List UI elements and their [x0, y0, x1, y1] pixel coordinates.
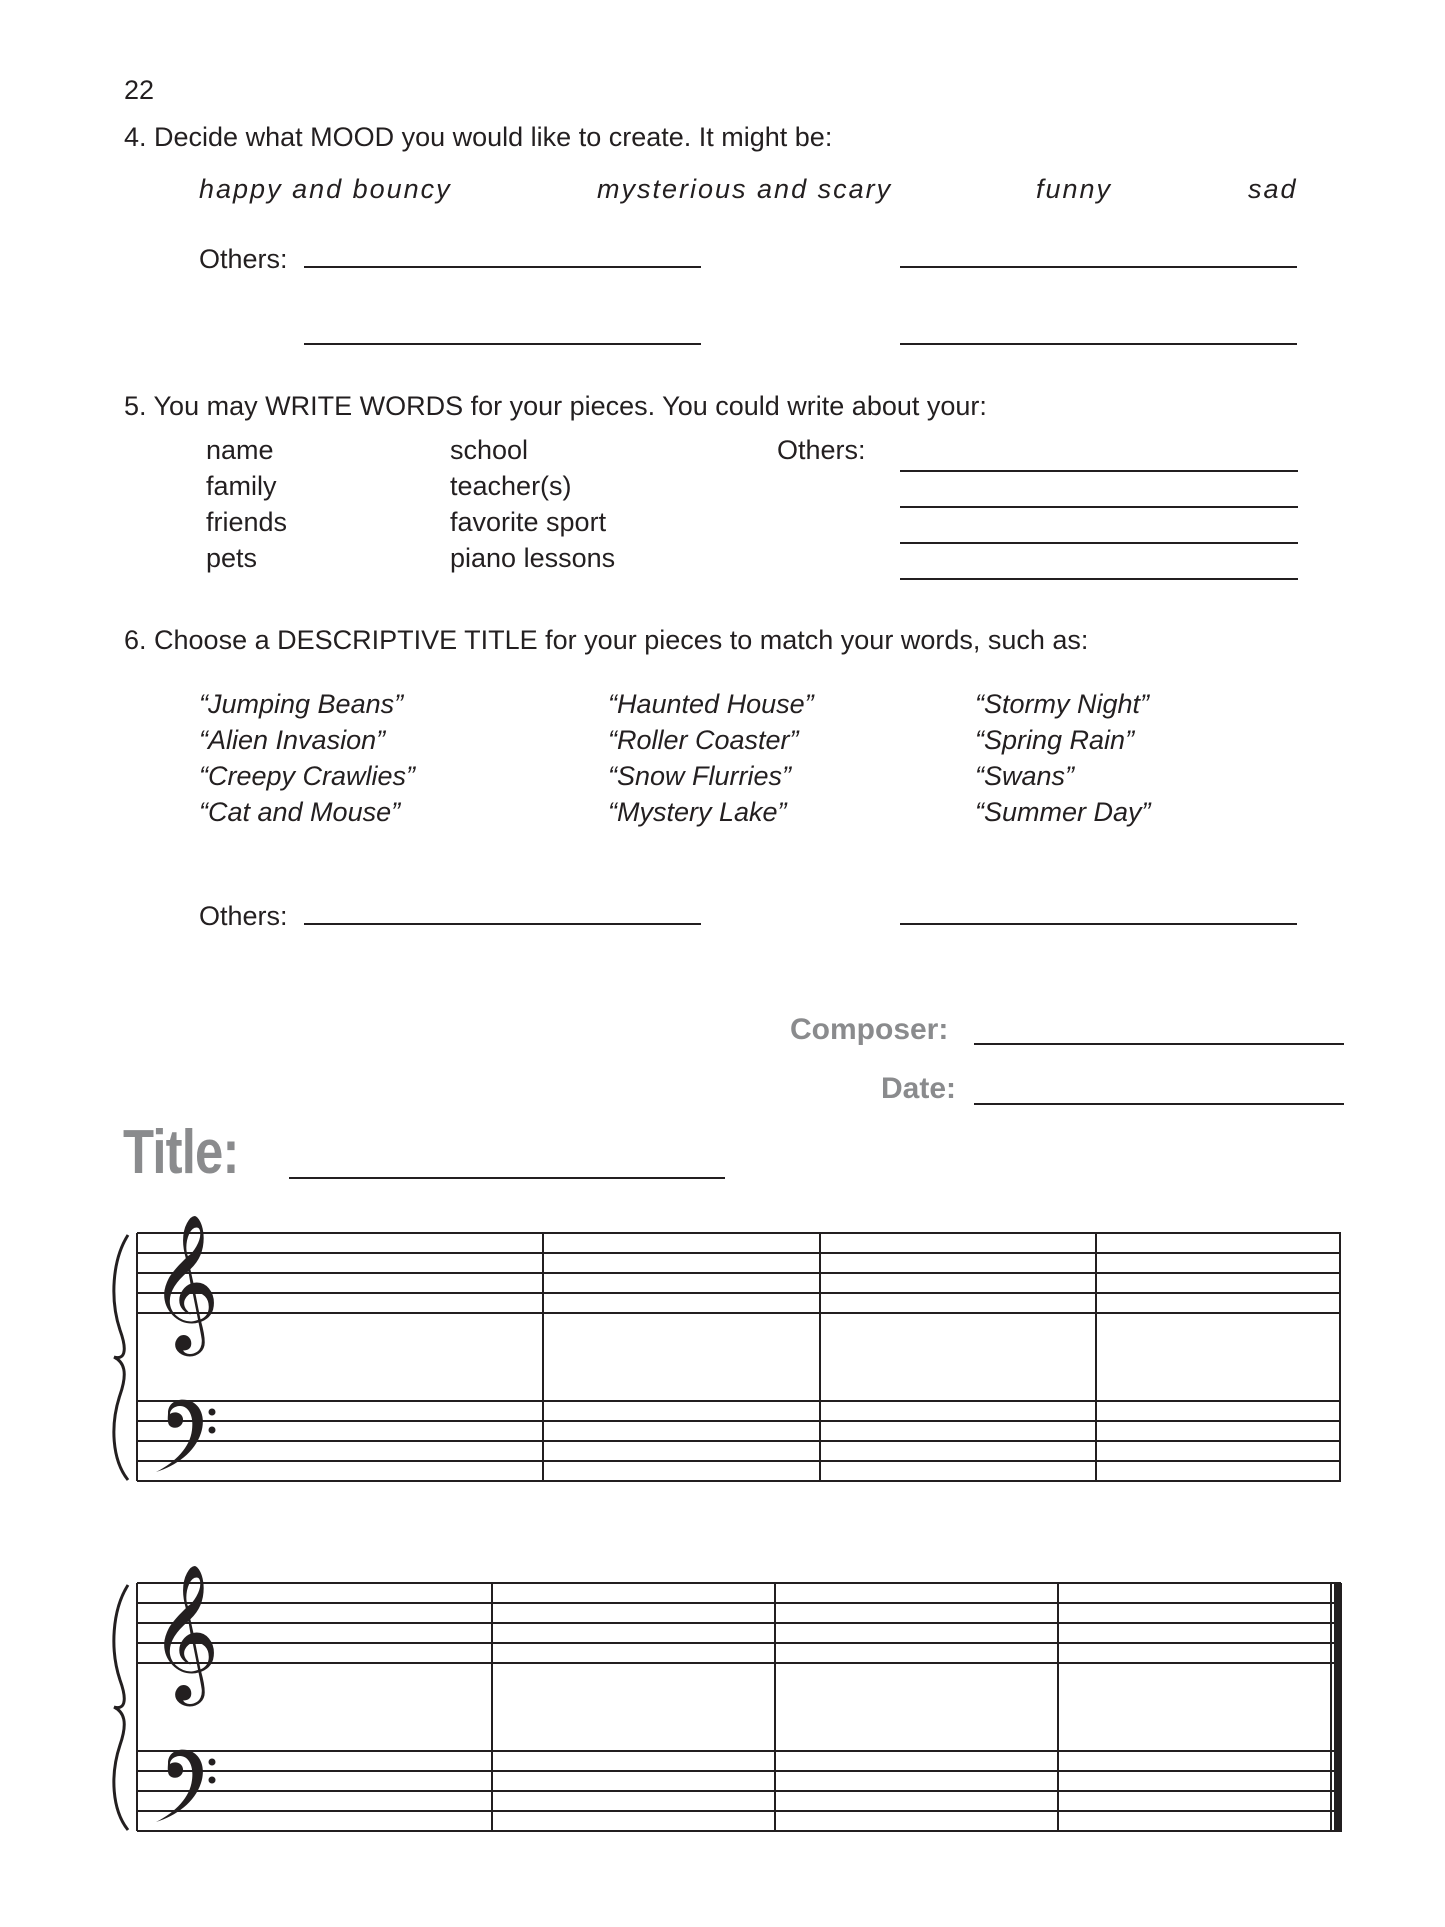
mood-option: funny: [1036, 174, 1113, 204]
mood-option: mysterious and scary: [597, 174, 893, 204]
treble-clef-icon: [150, 1212, 220, 1356]
mood-option: happy and bouncy: [199, 174, 452, 204]
title-example: “Spring Rain”: [975, 725, 1135, 755]
title-example: “Alien Invasion”: [199, 725, 386, 755]
mood-option: sad: [1248, 174, 1298, 204]
topic-item: school: [450, 435, 529, 465]
title-example: “Jumping Beans”: [199, 689, 404, 719]
composer-label: Composer:: [790, 1013, 949, 1046]
title-example: “Swans”: [975, 761, 1075, 791]
section-4-heading: 4. Decide what MOOD you would like to create. It might be:: [124, 122, 833, 152]
svg-text:𝄞: 𝄞: [150, 1562, 220, 1700]
title-example: “Roller Coaster”: [608, 725, 799, 755]
others-label: Others:: [199, 244, 288, 274]
topic-item: piano lessons: [450, 543, 616, 573]
topic-item: pets: [206, 543, 258, 573]
treble-clef-icon: [150, 1562, 220, 1706]
grand-staff-1[interactable]: [137, 1233, 1341, 1481]
title-example: “Haunted House”: [608, 689, 814, 719]
date-label: Date:: [881, 1072, 957, 1105]
title-label: Title:: [123, 1118, 239, 1187]
section-6-heading: 6. Choose a DESCRIPTIVE TITLE for your pieces to match your words, such as:: [124, 625, 1089, 655]
brace-icon: [114, 1585, 128, 1830]
title-example: “Mystery Lake”: [608, 797, 787, 827]
topic-item: name: [206, 435, 274, 465]
final-barline: [1334, 1583, 1342, 1832]
topic-item: friends: [206, 507, 288, 537]
grand-staff-2[interactable]: [137, 1583, 1341, 1831]
svg-text:𝄞: 𝄞: [150, 1212, 220, 1350]
topic-item: family: [206, 471, 277, 501]
others-label: Others:: [199, 901, 288, 931]
topic-item: favorite sport: [450, 507, 607, 537]
title-example: “Snow Flurries”: [608, 761, 792, 791]
title-example: “Summer Day”: [975, 797, 1151, 827]
title-example: “Stormy Night”: [975, 689, 1150, 719]
title-example: “Creepy Crawlies”: [199, 761, 416, 791]
brace-icon: [114, 1235, 128, 1480]
title-example: “Cat and Mouse”: [199, 797, 401, 827]
page-number: 22: [124, 75, 155, 105]
section-5-heading: 5. You may WRITE WORDS for your pieces. You could write about your:: [124, 391, 987, 421]
others-label: Others:: [777, 435, 866, 465]
topic-item: teacher(s): [450, 471, 572, 501]
